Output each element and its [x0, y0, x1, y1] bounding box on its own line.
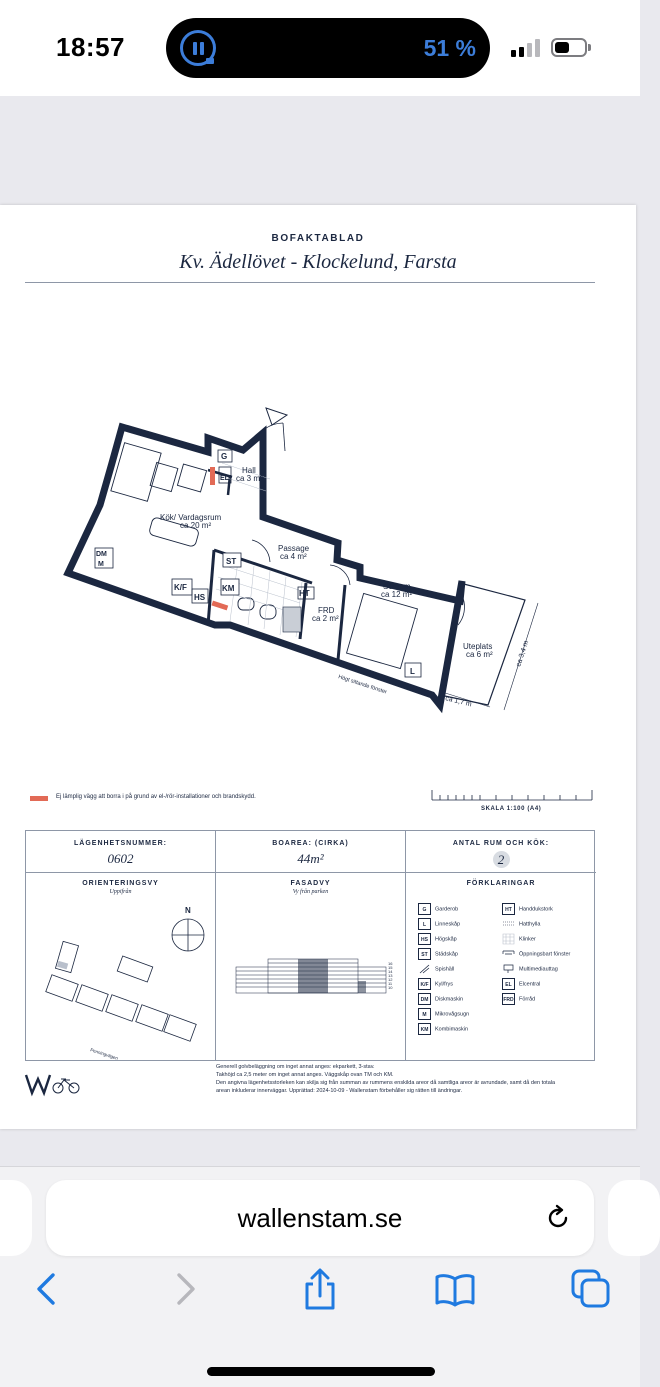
room-count-value: 2 — [493, 851, 510, 868]
footer-line: Den angivna lägenhetsstorleken kan skilja sig från summan av rummens enskilda areor då samtliga areor är avrundade, samt då den totala — [216, 1080, 556, 1086]
living-area-label: BOAREA: (CIRKA) — [272, 840, 349, 847]
explanations-heading: FÖRKLARINGAR — [466, 880, 536, 887]
fixture-st: ST — [226, 557, 237, 566]
battery-icon — [551, 38, 587, 57]
room-patio-area: ca 6 m² — [466, 650, 493, 659]
north-label: N — [185, 906, 191, 915]
battery-cap — [588, 44, 591, 51]
room-bedroom-name: Sovrum — [383, 582, 411, 591]
explanations-cell — [406, 873, 596, 1061]
no-drill-swatch — [30, 796, 48, 801]
floor-label-15: 15 — [388, 965, 393, 970]
fixture-g: G — [221, 452, 228, 461]
no-drill-note: Ej lämplig vägg att borra i på grund av el-/rör-installationer och brandskydd. — [56, 794, 256, 800]
doc-kicker: BOFAKTABLAD — [271, 233, 365, 244]
room-storage-area: ca 2 m² — [312, 614, 339, 623]
previous-tab-peek[interactable] — [0, 1180, 32, 1256]
apartment-number-value: 0602 — [107, 851, 134, 866]
orientation-sub: Uppifrån — [109, 889, 132, 895]
expl-handdukstork: HT Handdukstork — [502, 903, 553, 915]
expl-kylfrys: K/F Kyl/frys — [418, 978, 453, 990]
room-storage-name: FRD — [318, 606, 335, 615]
room-passage-name: Passage — [278, 544, 310, 553]
fixture-l: L — [410, 667, 415, 676]
expl-spishall: Spishäll — [418, 963, 454, 975]
room-count-label: ANTAL RUM OCH KÖK: — [452, 840, 550, 847]
fact-table — [25, 830, 595, 1061]
url-text[interactable]: wallenstam.se — [237, 1203, 403, 1233]
tabs-icon[interactable] — [569, 1267, 613, 1311]
tile-icon — [502, 933, 515, 945]
address-bar[interactable] — [46, 1180, 594, 1256]
expl-kombimaskin: KM Kombimaskin — [418, 1023, 468, 1035]
back-icon[interactable] — [25, 1267, 69, 1311]
floor-label-11: 11 — [388, 981, 393, 986]
room-passage-area: ca 4 m² — [280, 552, 307, 561]
road-label: Penningvägen — [89, 1047, 119, 1061]
footer-line: Takhöjd ca 2,5 meter om inget annat anges. Väggskåp ovan TM och KM. — [216, 1072, 394, 1078]
fixture-el: EL — [220, 475, 229, 482]
apartment-number-cell — [26, 831, 216, 873]
fixture-kf: K/F — [174, 583, 187, 592]
fact-sheet-page[interactable] — [0, 205, 636, 1129]
fixture-hs: HS — [194, 593, 206, 602]
dimension-width: ca 1,7 m — [444, 695, 473, 709]
room-kitchen-area: ca 20 m² — [180, 521, 212, 530]
room-kitchen-name: Kök/ Vardagsrum — [160, 513, 222, 522]
room-hall-area: ca 3 m² — [236, 474, 263, 483]
hat-shelf-icon — [502, 918, 515, 930]
orientation-heading: ORIENTERINGSVY — [82, 880, 159, 887]
expl-forrad: FRD Förråd — [502, 993, 535, 1005]
expl-mikrovagsugn: M Mikrovågsugn — [418, 1008, 469, 1020]
fixture-m: M — [98, 561, 104, 568]
floor-label-16: 16 — [388, 961, 393, 966]
share-icon[interactable] — [298, 1267, 342, 1311]
orientation-cell — [26, 873, 216, 1061]
doc-title: Kv. Ädellövet - Klockelund, Farsta — [179, 251, 457, 273]
living-area-value: 44m² — [297, 851, 324, 866]
expl-hogskap: HS Högskåp — [418, 933, 457, 945]
expl-diskmaskin: DM Diskmaskin — [418, 993, 463, 1005]
battery-percent: 51 % — [423, 35, 476, 61]
expl-klinker: Klinker — [502, 933, 536, 945]
apartment-number-label: LÄGENHETSNUMMER: — [74, 840, 167, 847]
window-note: Högt sittande fönster — [337, 674, 388, 696]
expl-hatthylla: Hatthylla — [502, 918, 540, 930]
home-indicator[interactable] — [207, 1367, 435, 1376]
footer-line: arean inkluderar innerväggar. Upprättad: 2024-10-09 - Wallenstam förbehåller sig rätten till ändringar. — [216, 1088, 463, 1094]
floor-plan — [0, 205, 636, 725]
facade-sub: Vy från parken — [292, 889, 329, 895]
expl-stadskap: ST Städskåp — [418, 948, 458, 960]
status-bar — [0, 0, 640, 96]
expl-multimedia: Multimediauttag — [502, 963, 558, 975]
expl-linneskap: L Linneskåp — [418, 918, 460, 930]
dimension-depth: ca 3,4 m — [515, 639, 531, 668]
fixture-ht: HT — [299, 589, 310, 598]
living-area-cell — [216, 831, 406, 873]
room-bedroom-area: ca 12 m² — [381, 590, 413, 599]
dynamic-island[interactable] — [166, 18, 490, 78]
footer-line: Generell golvbeläggning om inget annat anges: ekparkett, 3-stav. — [216, 1064, 375, 1070]
bookmarks-icon[interactable] — [433, 1267, 477, 1311]
signal-icon — [511, 37, 543, 57]
site-map — [26, 901, 216, 1061]
floor-label-13: 13 — [388, 973, 393, 978]
wallenstam-logo — [24, 1071, 84, 1097]
floor-label-12: 12 — [388, 977, 393, 982]
clock: 18:57 — [56, 32, 125, 62]
scale-label: SKALA 1:100 (A4) — [481, 806, 542, 812]
floor-label-10: 10 — [388, 985, 393, 990]
battery-fill — [555, 42, 569, 53]
room-hall-name: Hall — [242, 466, 256, 475]
charging-plug-icon — [206, 58, 214, 64]
media-outlet-icon — [502, 963, 515, 975]
facade-cell — [216, 873, 406, 1061]
fixture-km: KM — [222, 584, 235, 593]
expl-elcentral: EL Elcentral — [502, 978, 540, 990]
forward-icon[interactable] — [163, 1267, 207, 1311]
window-icon — [502, 948, 515, 960]
footer-notes — [216, 1063, 596, 1095]
expl-garderob: G Garderob — [418, 903, 458, 915]
stove-icon — [418, 963, 431, 975]
browser-bottom-bar — [0, 1166, 640, 1387]
floor-label-14: 14 — [388, 969, 393, 974]
reload-icon[interactable] — [544, 1204, 572, 1232]
expl-fonster: Öppningsbart fönster — [502, 948, 570, 960]
next-tab-peek[interactable] — [608, 1180, 660, 1256]
facade-heading: FASADVY — [290, 880, 331, 887]
room-count-cell — [406, 831, 596, 873]
fixture-dm: DM — [96, 551, 107, 558]
facade-drawing — [216, 901, 406, 1051]
room-patio-name: Uteplats — [463, 642, 493, 651]
